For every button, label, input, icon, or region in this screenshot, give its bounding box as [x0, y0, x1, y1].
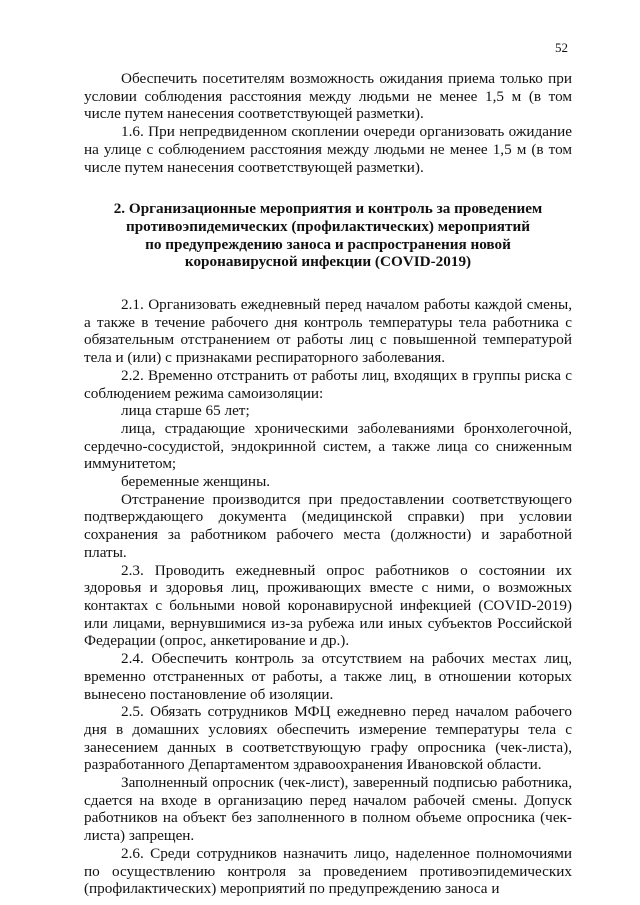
section-heading-line: по предупреждению заноса и распространения новой [145, 235, 511, 253]
paragraph: Отстранение производится при предоставлении соответствующего подтверждающего документа (медицинской справки) при условии сохранения за работником рабочего места (должности) и заработной платы. [84, 490, 572, 561]
paragraph: 2.4. Обеспечить контроль за отсутствием на рабочих местах лиц, временно отстраненных от работы, а также лиц, в отношении которых вынесено постановление об изоляции. [84, 650, 572, 703]
section-heading [84, 200, 572, 271]
paragraph: 2.2. Временно отстранить от работы лиц, входящих в группы риска с соблюдением режима самоизоляции: [84, 366, 572, 402]
paragraph: 2.3. Проводить ежедневный опрос работников о состоянии их здоровья и здоровья лиц, проживающих вместе с ними, о возможных контактах с больными новой коронавирусной инфекцией (COVID-2019) или лицами, вернувшимися из-за рубежа или иных субъектов Российской Федерации (опрос, анкетирование и др.). [84, 561, 572, 650]
paragraph: беременные женщины. [121, 473, 271, 491]
paragraph: Обеспечить посетителям возможность ожидания приема только при условии соблюдения расстояния между людьми не менее 1,5 м (в том числе путем нанесения соответствующей разметки). [84, 70, 572, 123]
paragraph: лица, страдающие хроническими заболеваниями бронхолегочной, сердечно-сосудистой, эндокринной систем, а также лица со сниженным иммунитетом; [84, 419, 572, 473]
section-heading-line: 2. Организационные мероприятия и контроль за проведением [113, 200, 543, 218]
paragraph: Заполненный опросник (чек-лист), заверенный подписью работника, сдается на входе в организацию перед началом рабочей смены. Допуск работников на объект без заполненного в полном объеме опросника (чек-листа) запрещен. [84, 774, 572, 845]
document-body [84, 70, 572, 898]
paragraph: 1.6. При непредвиденном скоплении очереди организовать ожидание на улице с соблюдением расстояния между людьми не менее 1,5 м (в том числе путем нанесения соответствующей разметки). [84, 123, 572, 176]
section-heading-line: противоэпидемических (профилактических) мероприятий [125, 217, 530, 235]
page-number: 52 [555, 40, 568, 55]
paragraph: 2.5. Обязать сотрудников МФЦ ежедневно перед началом рабочего дня в домашних условиях обеспечить измерение температуры тела с занесением данных в соответствующую графу опросника (чек-листа), разработанного Департаментом здравоохранения Ивановской области. [84, 703, 572, 774]
paragraph: лица старше 65 лет; [121, 402, 250, 420]
section-heading-line: коронавирусной инфекции (COVID-2019) [184, 253, 472, 271]
paragraph: 2.1. Организовать ежедневный перед началом работы каждой смены, а также в течение рабочего дня контроль температуры тела работника с обязательным отстранением от работы лиц с повышенной температурой тела и (или) с признаками респираторного заболевания. [84, 296, 572, 367]
paragraph: 2.6. Среди сотрудников назначить лицо, наделенное полномочиями по осуществлению контроля за проведением противоэпидемических (профилактических) мероприятий по предупреждению заноса и [84, 844, 572, 898]
